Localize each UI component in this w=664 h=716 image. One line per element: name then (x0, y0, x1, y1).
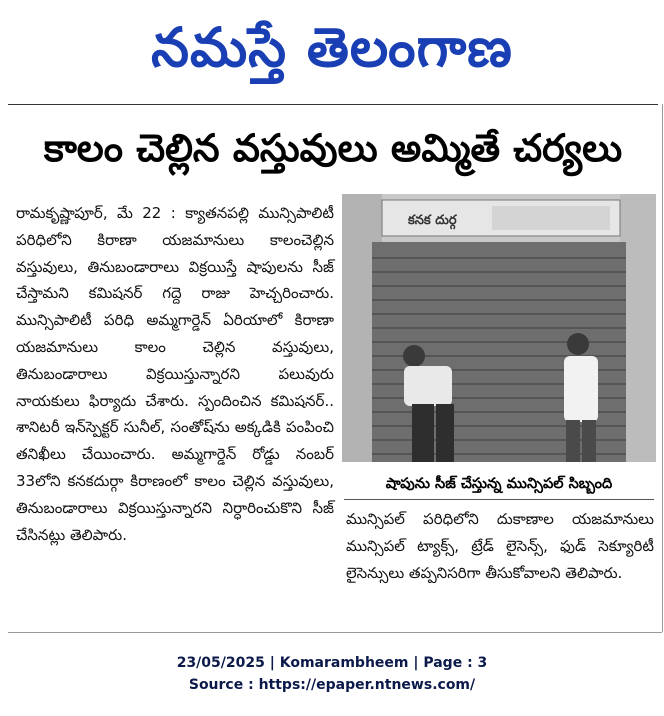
frame-right-border (662, 104, 663, 632)
article-headline: కాలం చెల్లిన వస్తువులు అమ్మితే చర్యలు (43, 126, 623, 170)
article-paragraph-1: క్యాతనపల్లి మున్సిపాలిటీ పరిధిలోని కిరాణా యజమానులు కాలంచెల్లిన వస్తువులు, తినుబండారాలు విక్రయిస్తే షాపులను సీజ్ చేస్తామని కమిషనర్ గద్దె రాజు హెచ్చరించారు. మున్సిపాలిటీ పరిధి అమ్మగార్డెన్ ఏరియాలో కిరాణా యజమానులు కాలం చెల్లిన వస్తువులు, తినుబండారాలు విక్రయిస్తున్నారని పలువురు నాయకులు ఫిర్యాదు చేశారు. స్పందించిన కమిషనర్.. శానిటరీ ఇన్‌స్పెక్టర్ సునీల్, సంతోష్‌ను అక్కడికి పంపించి తనిఖీలు చేయించారు. అమ్మగార్డెన్ రోడ్డు నంబర్ 33లోని కనకదుర్గా కిరాణంలో కాలం చెల్లిన వస్తువులు, తినుబండారాలు విక్రయిస్తున్నారని నిర్ధారించుకొని సీజ్ చేసినట్లు తెలిపారు. (16, 204, 335, 544)
footer-source: Source : https://epaper.ntnews.com/ (188, 677, 476, 693)
article-photo (342, 194, 656, 462)
photo-caption: షాపును సీజ్ చేస్తున్న మున్సిపల్ సిబ్బంది (385, 476, 613, 492)
article-body-column-2 (346, 506, 654, 586)
article-body-column-1 (16, 200, 334, 548)
masthead-title: నమస్తే తెలంగాణ (151, 16, 513, 79)
article-dateline: రామకృష్ణాపూర్, మే 22 : (16, 204, 186, 222)
masthead (0, 0, 664, 98)
top-rule (8, 104, 658, 105)
footer-date-edition-page: 23/05/2025 | Komarambheem | Page : 3 (176, 655, 488, 671)
shop-shutter-photo (342, 194, 656, 462)
shop-sign-text: కనక దుర్గ (408, 213, 457, 228)
bottom-rule (8, 632, 662, 633)
article-paragraph-2: మున్సిపల్ పరిధిలోని దుకాణాల యజమానులు మున్సిపల్ ట్యాక్స్, ట్రేడ్ లైసెన్స్, ఫుడ్ సెక్యూరిటీ లైసెన్సులు తప్పనిసరిగా తీసుకోవాలని తెలిపారు. (346, 510, 654, 582)
caption-rule (344, 499, 654, 500)
footer (0, 652, 664, 696)
